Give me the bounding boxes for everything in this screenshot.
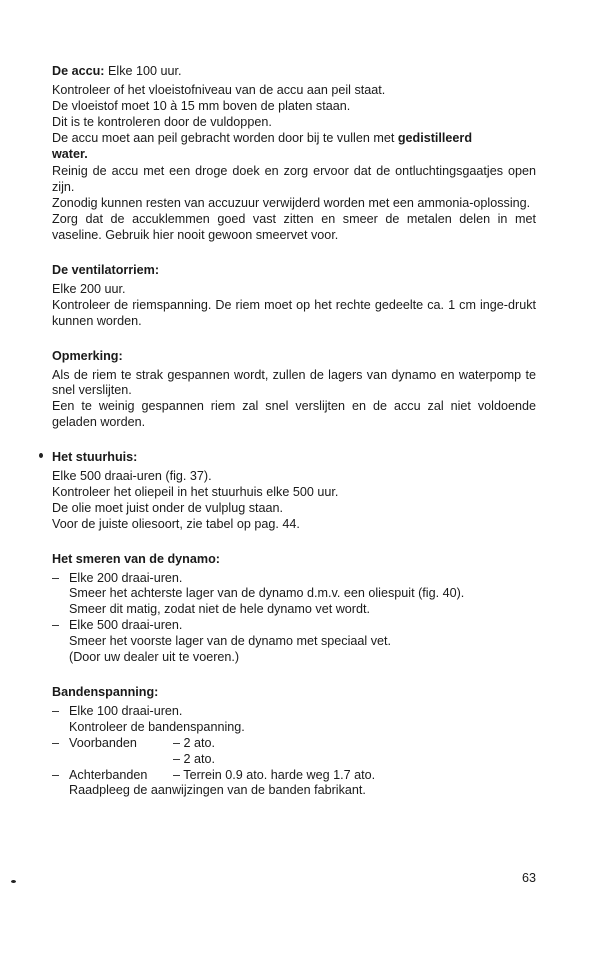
- print-mark: [11, 880, 16, 883]
- battery-fill-bold: gedistilleerd water.: [52, 130, 473, 161]
- list-dash: –: [52, 570, 60, 585]
- battery-acid-text: Zonodig kunnen resten van accuzuur verwijderd worden met een ammonia-oplossing.: [52, 196, 531, 211]
- steering-heading: Het stuurhuis:: [52, 450, 138, 465]
- list-dash: –: [52, 735, 60, 750]
- list-item: [52, 704, 536, 736]
- front-tires-label: Voorbanden: [69, 735, 137, 750]
- fan-belt-text: Kontroleer de riemspanning. De riem moet op het rechte gedeelte ca. 1 cm inge-drukt kunnen worden.: [52, 297, 536, 328]
- battery-heading: De accu:: [52, 64, 105, 78]
- front-tires-value: – 2 ato.: [173, 751, 216, 766]
- tires-interval: Elke 100 draai-uren.: [69, 703, 183, 718]
- list-item: [52, 618, 536, 666]
- list-dash: –: [52, 703, 60, 718]
- list-dash: –: [52, 618, 60, 633]
- battery-heading-line: [52, 64, 536, 80]
- battery-interval: Elke 100 uur.: [104, 64, 182, 78]
- page-content: [52, 64, 536, 799]
- battery-clamps-text: Zorg dat de accuklemmen goed vast zitten en smeer de metalen delen in met vaseline. Gebruik hier nooit gewoon smeervet voor.: [52, 212, 536, 243]
- dynamo-item-line: Smeer het voorste lager van de dynamo met speciaal vet.: [69, 634, 392, 649]
- tire-row-rear: [52, 768, 536, 784]
- fan-belt-interval: Elke 200 uur.: [52, 281, 126, 296]
- note-text: Als de riem te strak gespannen wordt, zullen de lagers van dynamo en waterpomp te snel verslijten.: [52, 367, 536, 398]
- battery-line: Kontroleer of het vloeistofniveau van de accu aan peil staat.: [52, 82, 386, 97]
- list-dash: –: [52, 767, 60, 782]
- tires-check: Kontroleer de bandenspanning.: [69, 719, 245, 734]
- dynamo-item-line: Smeer dit matig, zodat niet de hele dynamo vet wordt.: [69, 602, 371, 617]
- front-tires-value: – 2 ato.: [173, 735, 216, 750]
- steering-line: Voor de juiste oliesoort, zie tabel op pag. 44.: [52, 516, 300, 531]
- battery-fill-instruction: [52, 131, 497, 163]
- section-note: [52, 349, 536, 432]
- fan-belt-heading: De ventilatorriem:: [52, 262, 160, 277]
- note-heading: Opmerking:: [52, 348, 123, 363]
- tire-row-front-2: [52, 752, 536, 768]
- battery-clean-text: Reinig de accu met een droge doek en zorg ervoor dat de ontluchtingsgaatjes open zijn.: [52, 164, 536, 195]
- section-dynamo-lubrication: [52, 552, 536, 666]
- section-battery: [52, 64, 536, 244]
- battery-fill-text: De accu moet aan peil gebracht worden door bij te vullen met: [52, 130, 398, 145]
- section-tire-pressure: [52, 685, 536, 799]
- note-text: Een te weinig gespannen riem zal snel verslijten en de accu zal niet voldoende geladen worden.: [52, 399, 536, 430]
- tires-heading: Bandenspanning:: [52, 685, 159, 699]
- steering-line: Elke 500 draai-uren (fig. 37).: [52, 469, 212, 484]
- tire-row-front: [52, 736, 536, 752]
- steering-line: Kontroleer het oliepeil in het stuurhuis elke 500 uur.: [52, 484, 339, 499]
- dynamo-item-line: (Door uw dealer uit te voeren.): [69, 650, 240, 665]
- dynamo-item-line: Smeer het achterste lager van de dynamo d.m.v. een oliespuit (fig. 40).: [69, 586, 465, 601]
- rear-tires-value: – Terrein 0.9 ato. harde weg 1.7 ato.: [173, 767, 376, 782]
- dynamo-item-title: Elke 200 draai-uren.: [69, 570, 183, 585]
- section-steering-box: [52, 450, 536, 533]
- section-fan-belt: [52, 263, 536, 330]
- tires-advice: Raadpleeg de aanwijzingen van de banden fabrikant.: [69, 783, 366, 798]
- page-number: 63: [522, 871, 537, 885]
- print-mark: [39, 453, 43, 458]
- steering-line: De olie moet juist onder de vulplug staan.: [52, 500, 284, 515]
- dynamo-heading: Het smeren van de dynamo:: [52, 551, 220, 566]
- rear-tires-label: Achterbanden: [69, 767, 148, 782]
- battery-line: Dit is te kontroleren door de vuldoppen.: [52, 114, 272, 129]
- list-item: [52, 571, 536, 619]
- dynamo-item-title: Elke 500 draai-uren.: [69, 618, 183, 633]
- battery-line: De vloeistof moet 10 à 15 mm boven de platen staan.: [52, 98, 351, 113]
